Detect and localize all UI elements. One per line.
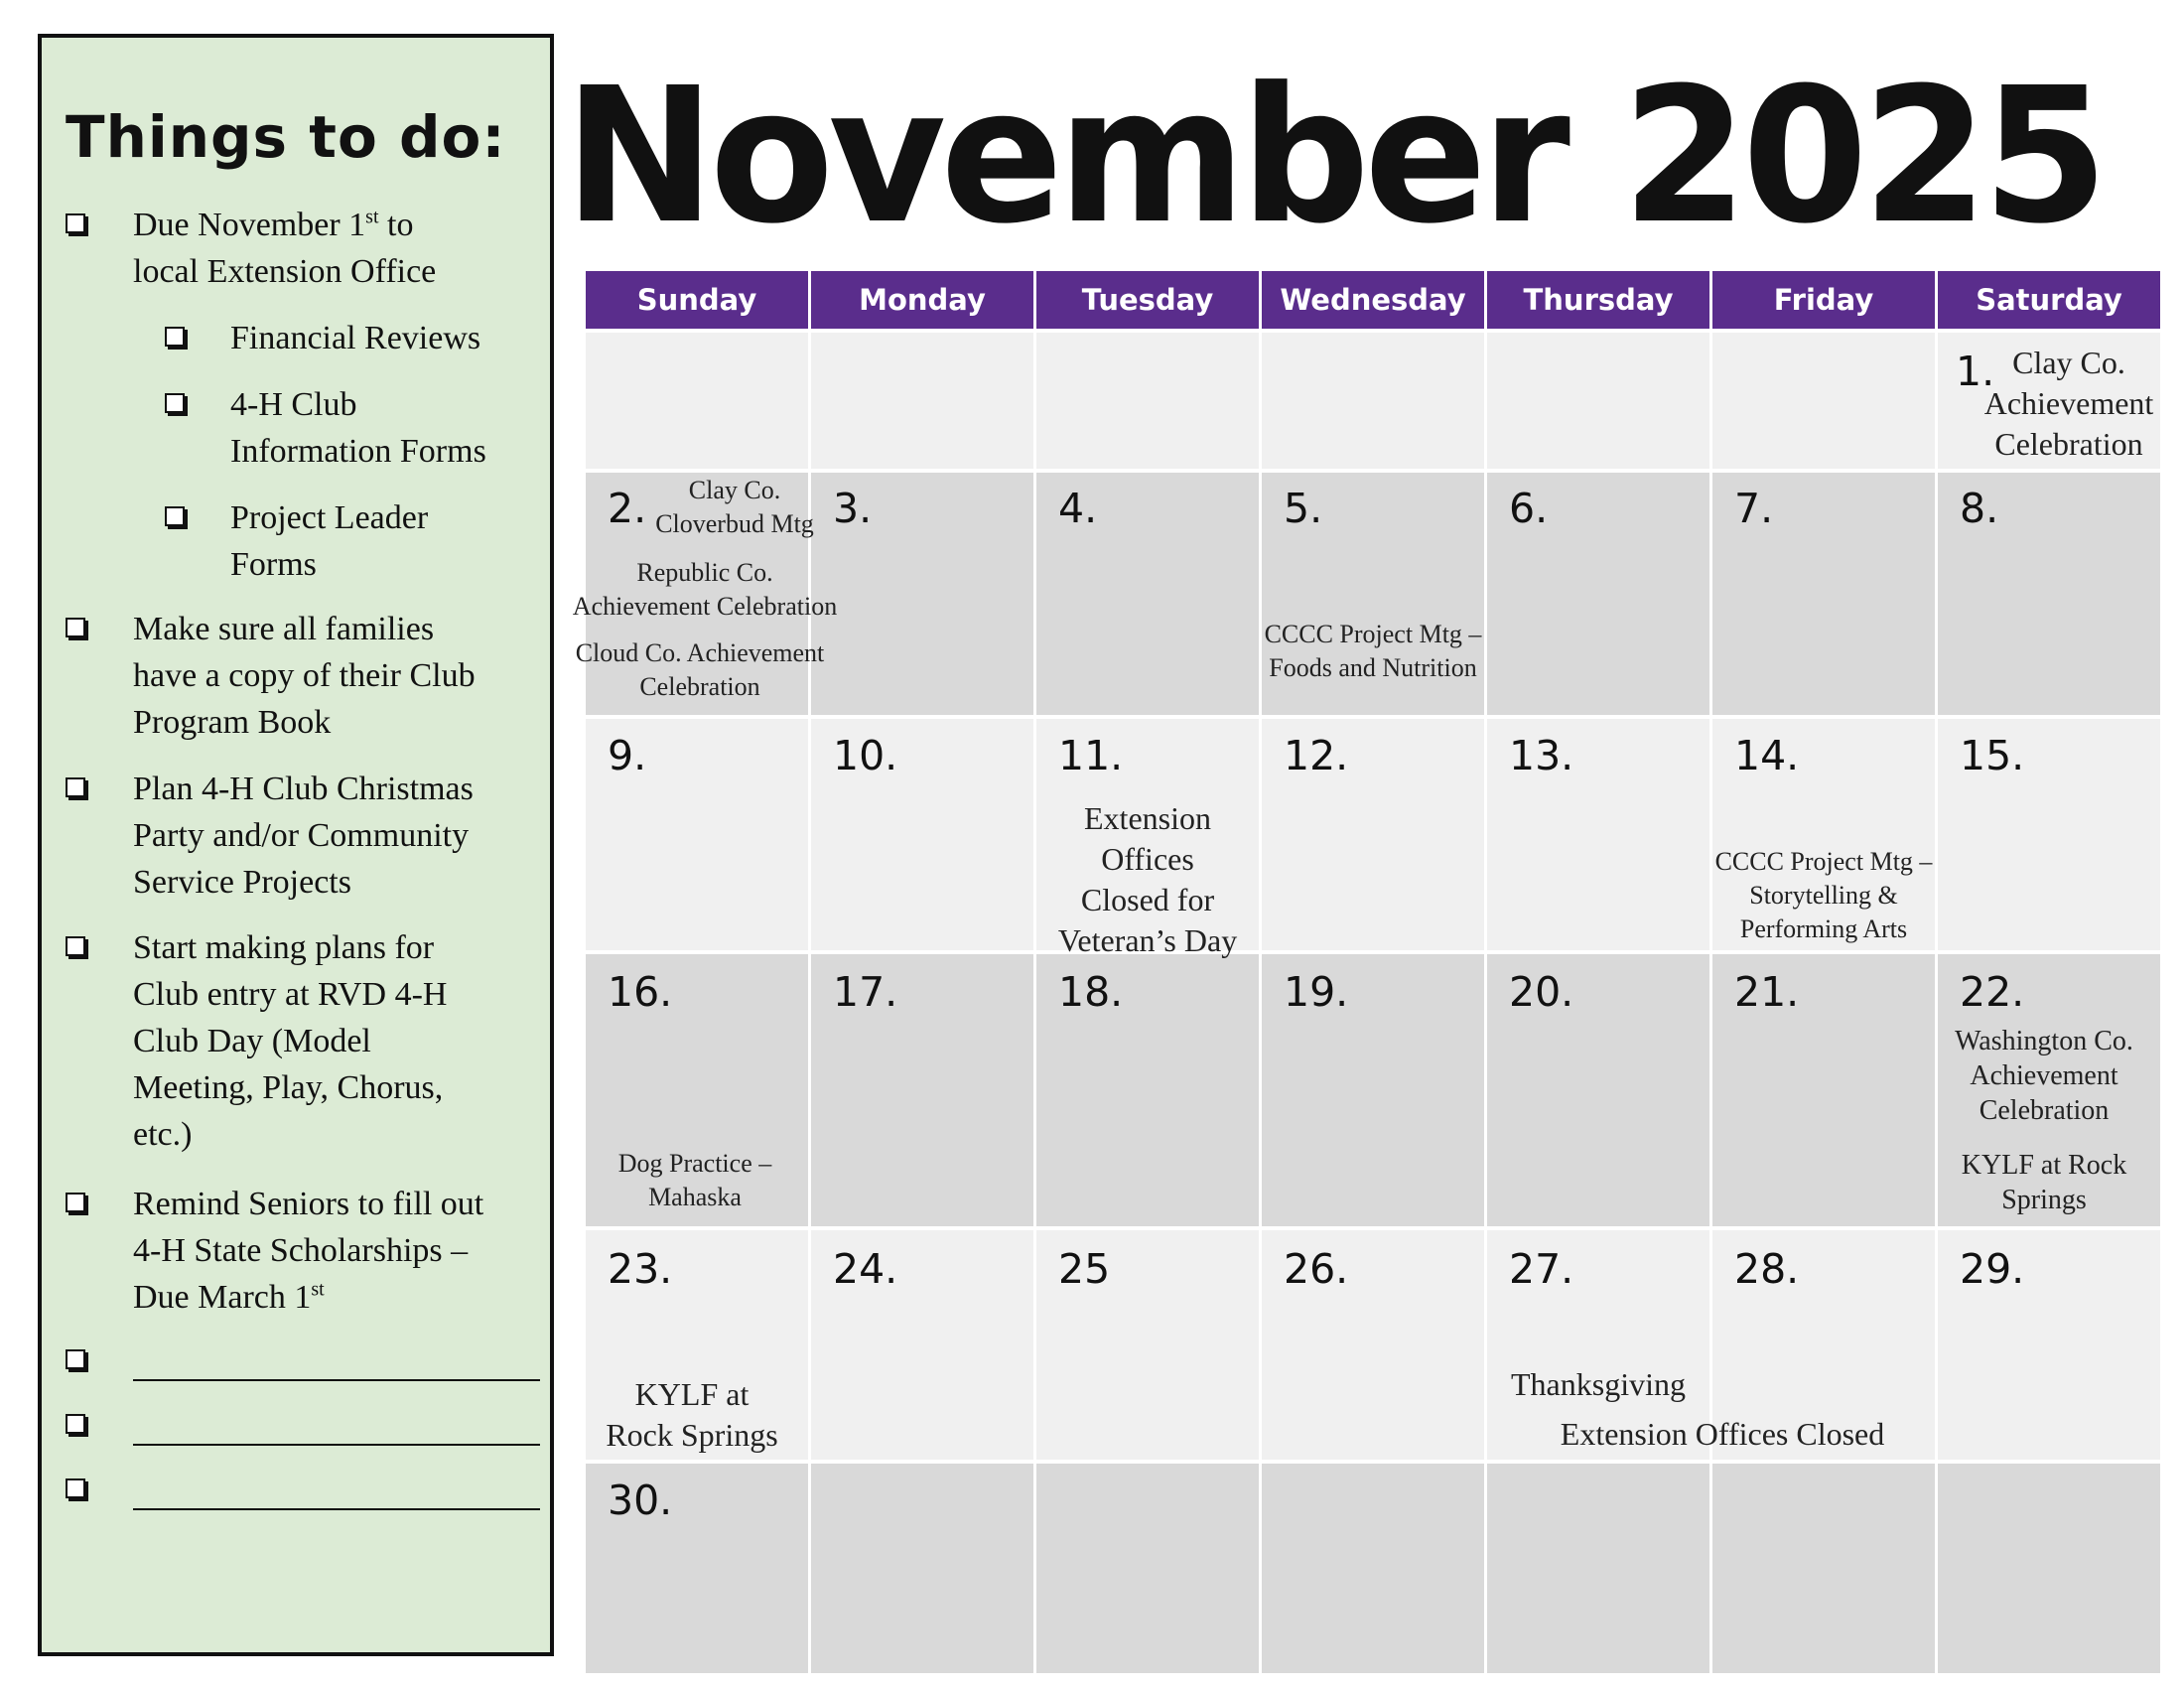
weekday-friday: Friday	[1712, 271, 1935, 329]
event-thanksgiving: Thanksgiving	[1511, 1366, 1686, 1402]
checkbox-icon[interactable]	[66, 1478, 85, 1498]
day-number: 7.	[1734, 485, 1774, 532]
event-cccc-foods: CCCC Project Mtg – Foods and Nutrition	[1264, 620, 1482, 682]
day-number: 16.	[608, 968, 673, 1016]
day-number: 9.	[608, 732, 647, 779]
day-number: 4.	[1058, 485, 1098, 532]
calendar-cell-empty	[811, 1464, 1033, 1673]
sidebar-title: Things to do:	[66, 103, 506, 171]
day-number: 6.	[1509, 485, 1549, 532]
checkbox-icon[interactable]	[66, 936, 85, 956]
day-number: 25	[1058, 1245, 1111, 1293]
weekday-wednesday: Wednesday	[1262, 271, 1484, 329]
weekday-tuesday: Tuesday	[1036, 271, 1259, 329]
day-number: 21.	[1734, 968, 1800, 1016]
event-kylf-rock-springs-23: KYLF at Rock Springs	[606, 1376, 778, 1453]
day-number: 13.	[1509, 732, 1574, 779]
weekday-saturday: Saturday	[1938, 271, 2160, 329]
day-number: 10.	[833, 732, 898, 779]
day-number: 23.	[608, 1245, 673, 1293]
checkbox-icon[interactable]	[66, 1193, 85, 1212]
day-number: 5.	[1284, 485, 1323, 532]
event-cccc-storytelling: CCCC Project Mtg – Storytelling & Performing Arts	[1714, 847, 1933, 943]
day-number: 22.	[1960, 968, 2025, 1016]
day-number: 8.	[1960, 485, 1999, 532]
checkbox-icon[interactable]	[66, 213, 85, 233]
blank-line-3[interactable]	[133, 1508, 540, 1510]
checkbox-icon[interactable]	[66, 777, 85, 797]
calendar-cell-empty	[811, 333, 1033, 469]
calendar-cell-empty	[1712, 333, 1935, 469]
calendar-cell-empty	[1036, 1464, 1259, 1673]
checkbox-icon[interactable]	[165, 506, 185, 526]
calendar-cell-empty	[1487, 1464, 1709, 1673]
day-number: 14.	[1734, 732, 1800, 779]
day-number: 29.	[1960, 1245, 2025, 1293]
day-number: 20.	[1509, 968, 1574, 1016]
day-number: 15.	[1960, 732, 2025, 779]
calendar-cell-empty	[1487, 333, 1709, 469]
calendar-cell-empty	[586, 333, 808, 469]
calendar-cell-empty	[1036, 333, 1259, 469]
todo-sidebar: Things to do: Due November 1st to local Extension Office Financial Reviews 4-H Club Information Forms Project Leader Forms Make sure all families have a copy of their Club Program Book Plan 4-H Club Christmas Party and/or Community Service Projects Start making plans for Club entry at RVD 4-H Club Day (Model Meeting, Play, Chorus, etc.) Remind Seniors to fill out 4-H State Scholarships – Due March 1st	[38, 34, 554, 1656]
day-number: 11.	[1058, 732, 1124, 779]
checkbox-icon[interactable]	[66, 1414, 85, 1434]
blank-line-2[interactable]	[133, 1444, 540, 1446]
day-number: 3.	[833, 485, 873, 532]
day-number: 30.	[608, 1477, 673, 1524]
event-clay-achievement: Clay Co. Achievement Celebration	[1983, 345, 2154, 462]
day-number: 26.	[1284, 1245, 1349, 1293]
event-washington-achievement: Washington Co. Achievement Celebration	[1955, 1026, 2133, 1126]
weekday-sunday: Sunday	[586, 271, 808, 329]
day-number: 24.	[833, 1245, 898, 1293]
calendar-cell-empty	[1712, 1464, 1935, 1673]
checkbox-icon[interactable]	[66, 618, 85, 637]
day-number: 19.	[1284, 968, 1349, 1016]
calendar-cell-empty	[1938, 1464, 2160, 1673]
day-number: 28.	[1734, 1245, 1800, 1293]
blank-line-1[interactable]	[133, 1379, 540, 1381]
weekday-thursday: Thursday	[1487, 271, 1709, 329]
day-number: 27.	[1509, 1245, 1574, 1293]
checkbox-icon[interactable]	[66, 1349, 85, 1369]
event-kylf-rock-springs-22: KYLF at Rock Springs	[1961, 1150, 2127, 1215]
event-veterans-day: Extension Offices Closed for Veteran’s Day	[1057, 800, 1238, 958]
checkbox-icon[interactable]	[165, 393, 185, 413]
event-clay-cloverbud: Clay Co. Cloverbud Mtg	[655, 476, 814, 538]
checkbox-icon[interactable]	[165, 327, 185, 347]
day-number: 12.	[1284, 732, 1349, 779]
day-number: 17.	[833, 968, 898, 1016]
weekday-monday: Monday	[811, 271, 1033, 329]
calendar-cell-empty	[1262, 333, 1484, 469]
day-number: 18.	[1058, 968, 1124, 1016]
month-title: November 2025	[564, 48, 2103, 265]
event-dog-practice: Dog Practice – Mahaska	[617, 1149, 772, 1211]
event-cloud-achievement: Cloud Co. Achievement Celebration	[575, 638, 825, 701]
event-extension-offices-closed: Extension Offices Closed	[1560, 1416, 1885, 1452]
calendar-cell-empty	[1262, 1464, 1484, 1673]
day-number: 1.	[1956, 348, 1995, 395]
day-number: 2.	[608, 485, 647, 532]
event-republic-achievement: Republic Co. Achievement Celebration	[572, 558, 838, 621]
